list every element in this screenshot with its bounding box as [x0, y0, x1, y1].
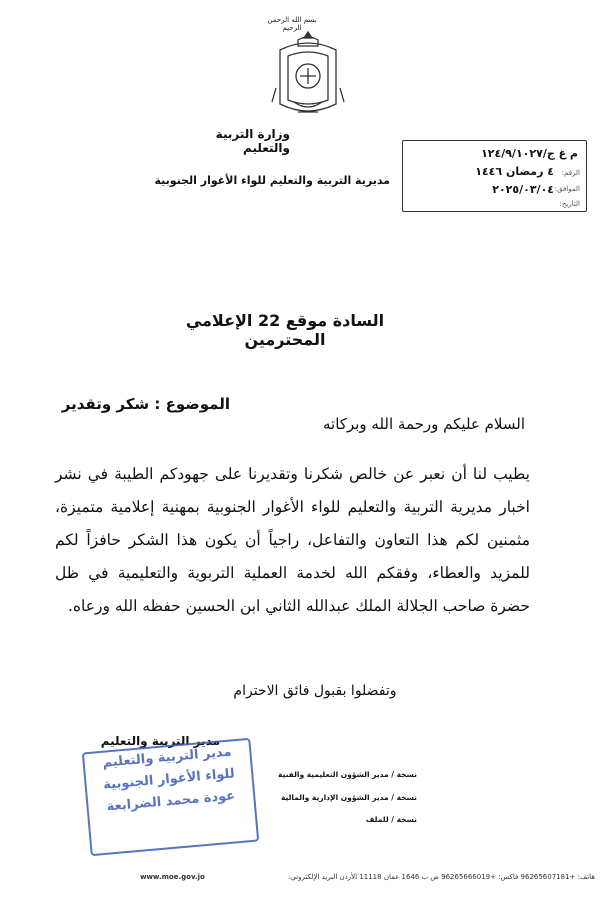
gregorian-date-label: التاريخ:: [559, 200, 580, 208]
directorate-name: مديرية التربية والتعليم للواء الأغوار الجنوبية: [154, 174, 390, 187]
gregorian-date: ٢٠٢٥/٠٣/٠٤: [492, 183, 554, 196]
stamp-line-1: مدير التربية والتعليم: [102, 744, 233, 771]
stamp-line-3: عودة محمد الضرابعة: [106, 788, 236, 815]
letter-body: يطيب لنا أن نعبر عن خالص شكرنا وتقديرنا على جهودكم الطيبة في نشر اخبار مديرية التربية والتعليم للواء الأغوار الجنوبية بمهنية إعلامية متميزة، مثمنين لكم هذا التعاون والتفاعل، راجياً أن يكون هذا الشكر حافزاً لكم للمزيد والعطاء، وفقكم الله لخدمة العملية التربوية والتعليمية في ظل حضرة صاحب الجلالة الملك عبدالله الثاني ابن الحسين حفظه الله ورعاه.: [55, 465, 530, 615]
coat-of-arms-emblem: [268, 28, 348, 118]
subject-line: الموضوع : شكر وتقدير: [61, 395, 230, 413]
reference-number: م غ ج/١٢٤/٩/١٠٢٧: [481, 147, 578, 160]
recipient-line: السادة موقع 22 الإعلامي المحترمين: [185, 311, 385, 349]
hijri-date: ٤ رمضان ١٤٤٦: [475, 165, 554, 178]
stamp-line-2: للواء الأغوار الجنوبية: [102, 766, 236, 793]
copy-line-1: نسخة / مدير الشؤون التعليمية والفنية: [278, 770, 417, 779]
reference-number-label: الرقم:: [561, 169, 580, 177]
signatory-role: مدير التربية والتعليم: [100, 734, 220, 748]
ministry-name: وزارة التربية والتعليم: [215, 127, 290, 155]
contact-info: هاتف: +96265607181 فاكس: +96265666019 ص ب 1646 عمان 11118 الأردن البريد الإلكتروني:: [287, 873, 595, 881]
letterhead-footer: [140, 873, 595, 881]
greeting-line: السلام عليكم ورحمة الله وبركاته: [323, 415, 525, 433]
copy-line-3: نسخة / للملف: [365, 815, 417, 824]
copy-line-2: نسخة / مدير الشؤون الإدارية والمالية: [280, 793, 417, 802]
closing-line: وتفضلوا بقبول فائق الاحترام: [233, 683, 397, 699]
reference-box: [402, 140, 587, 212]
official-stamp: [82, 738, 259, 856]
basmala-text: بسم الله الرحمن الرحيم: [267, 16, 317, 32]
website-link[interactable]: www.moe.gov.jo: [140, 873, 205, 881]
hijri-date-label: الموافق:: [554, 185, 580, 193]
